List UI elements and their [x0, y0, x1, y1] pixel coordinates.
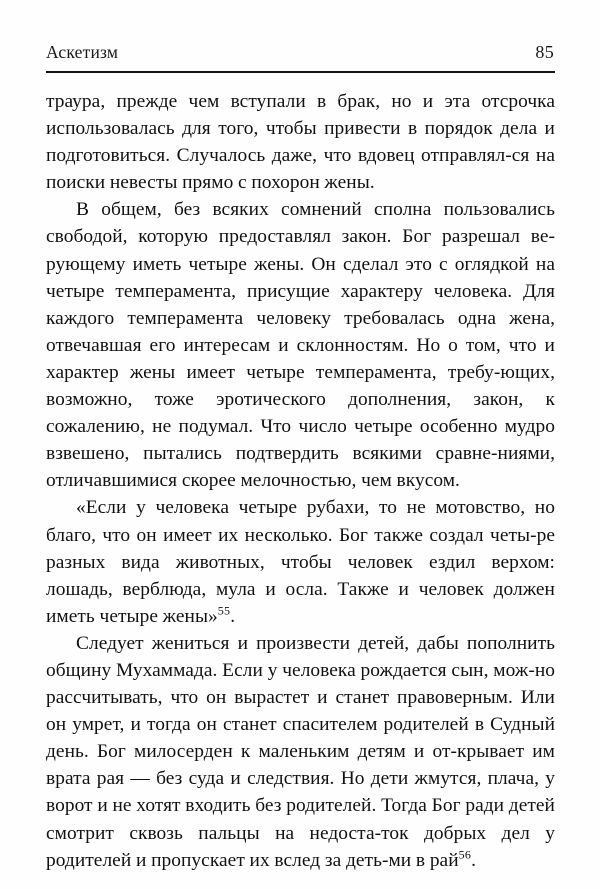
paragraph-text-tail: . [230, 605, 236, 627]
paragraph-text: «Если у человека четыре рубахи, то не мотовство, но благо, что он имеет их несколько. Бог также создал четы-ре разных вида животных, чтобы человек ездил верхом: лошадь, верблюда, мула и осла. Также и человек должен иметь четыре жены» [46, 497, 555, 627]
body-text-block [46, 88, 555, 874]
running-header-title: Аскетизм [46, 42, 119, 62]
footnote-marker: 56 [458, 847, 472, 862]
header-divider-rule [46, 71, 555, 73]
paragraph-text-tail: . [471, 849, 476, 871]
paragraph: В общем, без всяких сомнений сполна пользовались свободой, которую предоставлял закон. Бог разрешал ве-рующему иметь четыре жены. Он сделал это с оглядкой на четыре темперамента, присущие характеру человека. Для каждого темперамента человеку требовалась одна жена, отвечавшая его интересам и склонностям. Но о том, что и характер жены имеет четыре темперамента, требу-ющих, возможно, тоже эротического дополнения, закон, к сожалению, не подумал. Что число четыре особенно мудро взвешено, пытались подтвердить всякими сравне-ниями, отличавшимися скорее мелочностью, чем вкусом. [46, 199, 555, 492]
paragraph [46, 494, 555, 629]
footnote-marker: 55 [217, 603, 231, 618]
paragraph: траура, прежде чем вступали в брак, но и эта отсрочка использовалась для того, чтобы привести в порядок дела и подготовиться. Случалось даже, что вдовец отправлял-ся на поиски невесты прямо с похорон жены. [46, 91, 555, 194]
running-header [46, 42, 554, 68]
paragraph [46, 630, 555, 874]
paragraph-text: Следует жениться и произвести детей, дабы пополнить общину Мухаммада. Если у человека рождается сын, мож-но рассчитывать, что он вырастет и станет правоверным. Или он умрет, и тогда он станет спасителем родителей в Судный день. Бог милосерден к маленьким детям и от-крывает им врата рая — без суда и следствия. Но дети жмутся, плача, у ворот и не хотят входить без родителей. Тогда Бог ради детей смотрит сквозь пальцы на недоста-ток добрых дел у родителей и пропускает их вслед за деть-ми в рай [46, 632, 555, 871]
page-number: 85 [535, 42, 554, 62]
